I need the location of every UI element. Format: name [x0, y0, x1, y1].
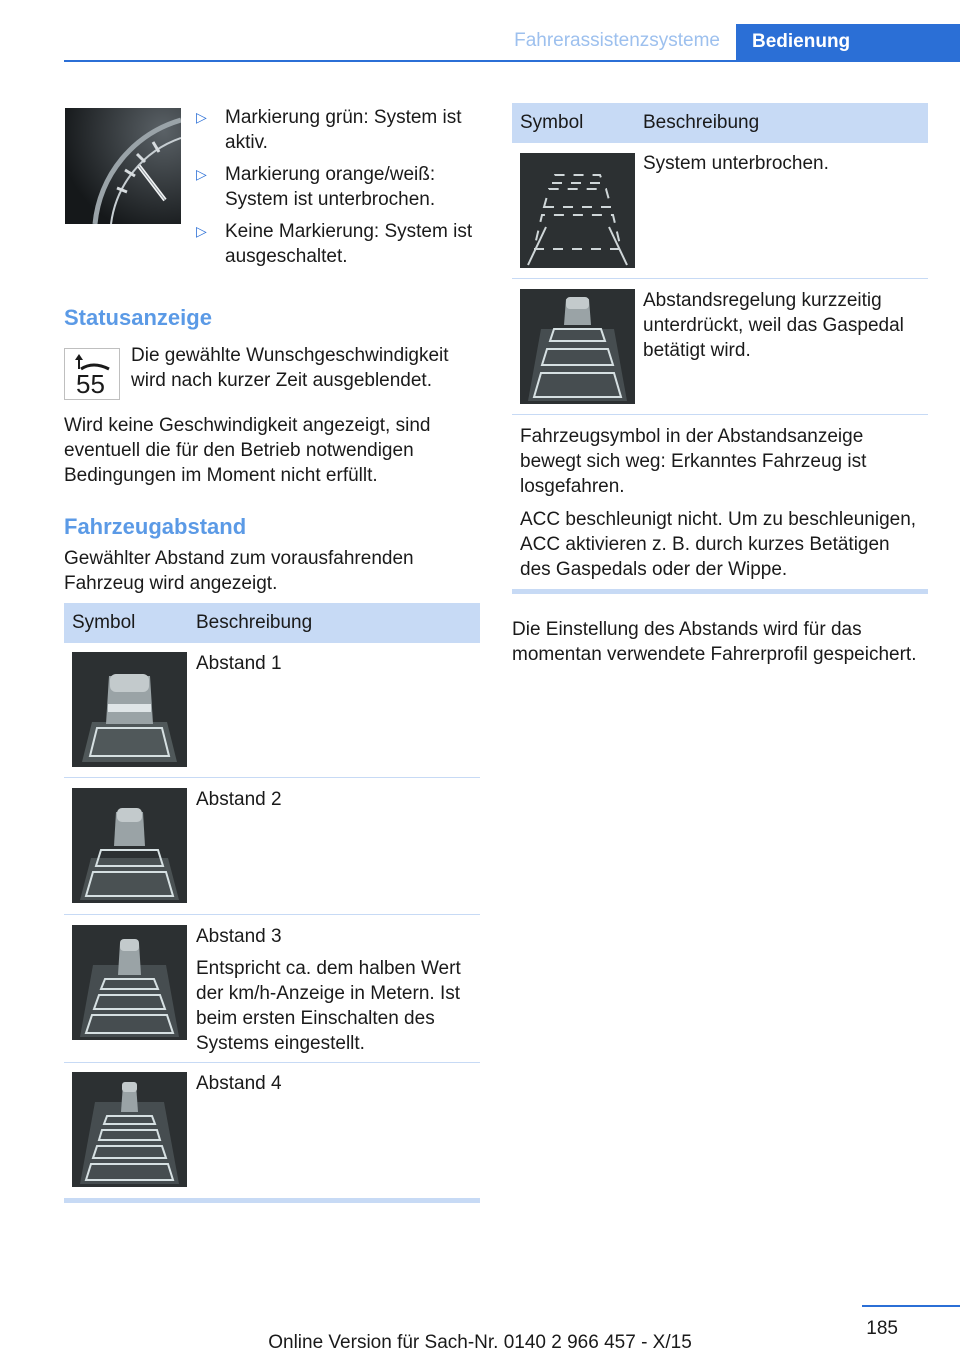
- vehicle-moved-away-text: Fahrzeugsymbol in der Abstandsanzeige bewegt sich weg: Erkanntes Fahrzeug ist losgefahren.: [520, 426, 867, 497]
- statusanzeige-heading: Statusanzeige: [64, 305, 212, 330]
- footer-rule: [862, 1305, 960, 1307]
- table-header: [512, 103, 928, 143]
- row-divider: [64, 777, 480, 778]
- distance-1-title: Abstand 1: [196, 653, 282, 674]
- profile-storage-paragraph: Die Einstellung des Abstands wird für das momentan verwendete Fahrerprofil gespeichert.: [512, 619, 917, 665]
- header-chapter-tab: Bedienung: [736, 24, 960, 62]
- row-divider: [64, 1062, 480, 1063]
- accelerator-override-image: [520, 289, 635, 404]
- column-header-symbol: Symbol: [72, 612, 136, 633]
- bullet-text: Keine Markierung: System ist ausgeschaltet.: [225, 221, 473, 267]
- status-description: Die gewählte Wunschgeschwindigkeit wird nach kurzer Zeit ausgeblendet.: [131, 345, 449, 391]
- fahrzeugabstand-heading: Fahrzeugabstand: [64, 514, 247, 539]
- acc-not-accelerating-text: ACC beschleunigt nicht. Um zu beschleunigen, ACC aktivieren z. B. durch kurzes Betätigen des Gaspedals oder der Wippe.: [520, 509, 917, 580]
- table-end-rule: [64, 1198, 480, 1203]
- row-divider: [512, 414, 928, 415]
- triangle-bullet-icon: ▷: [196, 109, 207, 125]
- fahrzeugabstand-intro: Gewählter Abstand zum vorausfahrenden Fahrzeug wird angezeigt.: [64, 548, 414, 594]
- header-rule: [64, 60, 960, 62]
- system-interrupted-desc: System unterbrochen.: [643, 153, 829, 174]
- triangle-bullet-icon: ▷: [196, 166, 207, 182]
- online-version-note: Online Version für Sach-Nr. 0140 2 966 457 - X/15: [268, 1332, 692, 1353]
- row-divider: [512, 278, 928, 279]
- status-paragraph: Wird keine Geschwindigkeit angezeigt, sind eventuell die für den Betrieb notwendigen Bedingungen im Moment nicht erfüllt.: [64, 415, 431, 486]
- distance-3-title: Abstand 3: [196, 926, 282, 947]
- distance-3-image: [72, 925, 187, 1040]
- speed-limit-55-icon: [64, 348, 120, 400]
- distance-4-image: [72, 1072, 187, 1187]
- page-number: 185: [866, 1318, 898, 1339]
- distance-3-note: Entspricht ca. dem halben Wert der km/h-Anzeige in Metern. Ist beim ersten Einschalten des Systems eingestellt.: [196, 958, 461, 1054]
- bullet-text: Markierung grün: System ist aktiv.: [225, 107, 462, 153]
- table-header: [64, 603, 480, 643]
- bullet-text: Markierung orange/weiß: System ist unterbrochen.: [225, 164, 436, 210]
- distance-4-title: Abstand 4: [196, 1073, 282, 1094]
- column-header-description: Beschreibung: [643, 112, 760, 133]
- row-divider: [64, 914, 480, 915]
- column-header-description: Beschreibung: [196, 612, 313, 633]
- header-section-title: Fahrerassistenzsysteme: [514, 30, 720, 51]
- triangle-bullet-icon: ▷: [196, 223, 207, 239]
- distance-2-title: Abstand 2: [196, 789, 282, 810]
- system-interrupted-image: [520, 153, 635, 268]
- speedometer-marker-image: [65, 108, 181, 224]
- distance-2-image: [72, 788, 187, 903]
- table-end-rule: [512, 589, 928, 594]
- distance-1-image: [72, 652, 187, 767]
- column-header-symbol: Symbol: [520, 112, 584, 133]
- accelerator-override-desc: Abstandsregelung kurzzeitig unterdrückt, weil das Gaspedal betätigt wird.: [643, 290, 904, 361]
- speed-number: 55: [76, 369, 105, 399]
